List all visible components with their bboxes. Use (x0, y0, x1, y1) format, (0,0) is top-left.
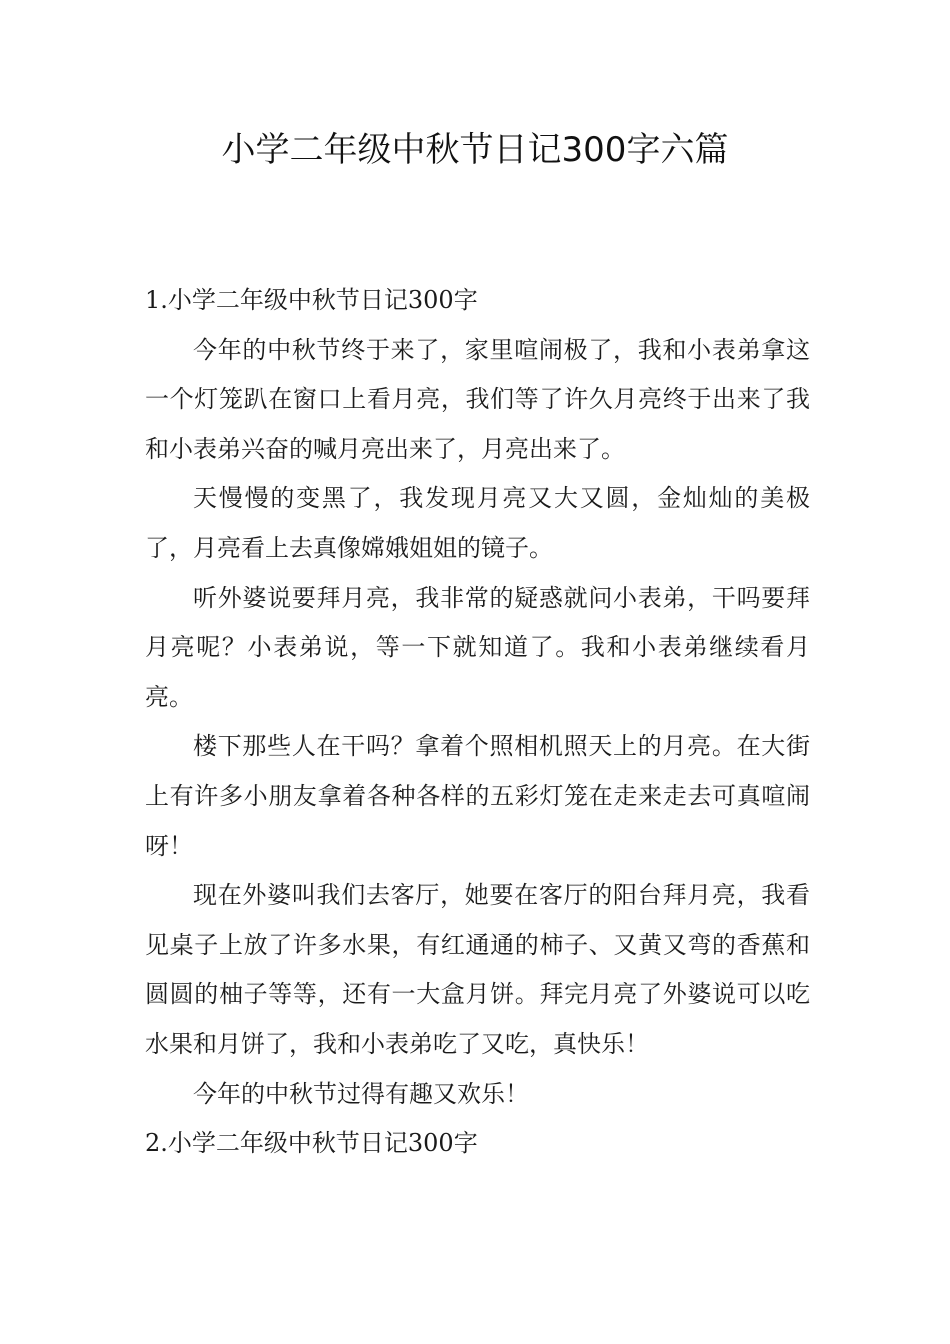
paragraph-4: 楼下那些人在干吗？拿着个照相机照天上的月亮。在大街上有许多小朋友拿着各种各样的五彩灯笼在走来走去可真喧闹呀！ (145, 732, 810, 860)
paragraph-1: 今年的中秋节终于来了，家里喧闹极了，我和小表弟拿这一个灯笼趴在窗口上看月亮，我们等了许久月亮终于出来了我和小表弟兴奋的喊月亮出来了，月亮出来了。 (145, 335, 810, 463)
document-body (145, 276, 810, 1169)
section-heading-1: 1.小学二年级中秋节日记300字 (145, 286, 478, 314)
paragraph-5: 现在外婆叫我们去客厅，她要在客厅的阳台拜月亮，我看见桌子上放了许多水果，有红通通的柿子、又黄又弯的香蕉和圆圆的柚子等等，还有一大盒月饼。拜完月亮了外婆说可以吃水果和月饼了，我和小表弟吃了又吃，真快乐！ (145, 881, 810, 1058)
paragraph-3: 听外婆说要拜月亮，我非常的疑惑就问小表弟，干吗要拜月亮呢？小表弟说，等一下就知道了。我和小表弟继续看月亮。 (145, 583, 810, 711)
paragraph-6: 今年的中秋节过得有趣又欢乐！ (193, 1079, 529, 1108)
paragraph-2: 天慢慢的变黑了，我发现月亮又大又圆，金灿灿的美极了，月亮看上去真像嫦娥姐姐的镜子。 (145, 484, 810, 562)
document-title: 小学二年级中秋节日记300字六篇 (221, 130, 729, 170)
section-heading-2: 2.小学二年级中秋节日记300字 (145, 1129, 478, 1158)
